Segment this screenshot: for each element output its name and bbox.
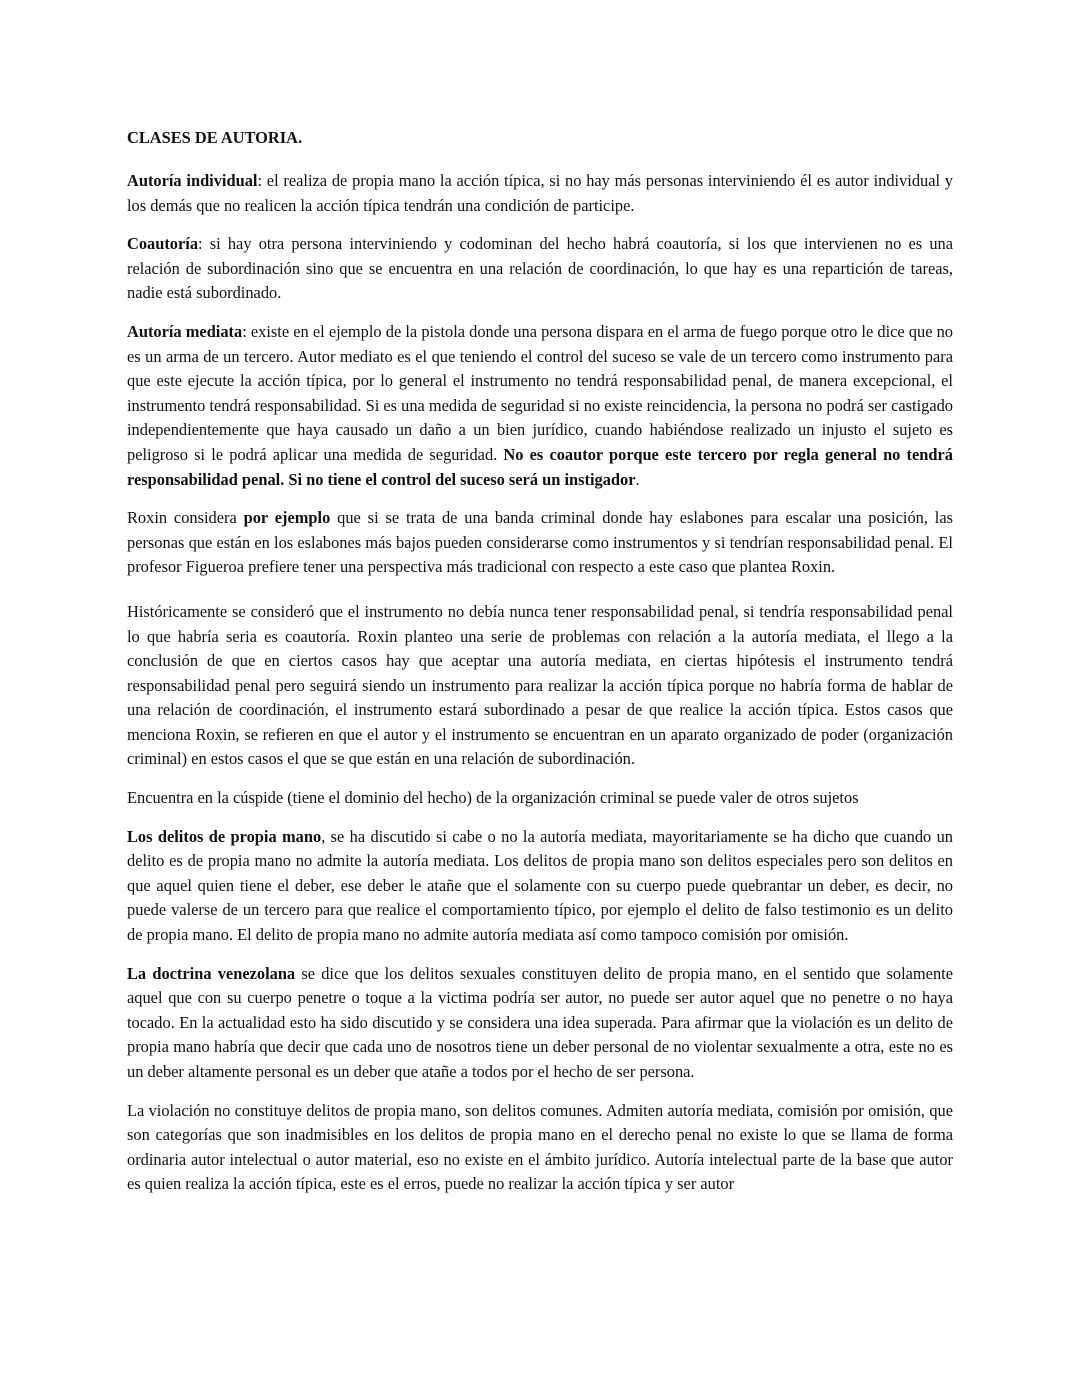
paragraph-text: La violación no constituye delitos de propia mano, son delitos comunes. Admiten autoría mediata, comisión por omisión, que son categorías que son inadmisibles en los delitos de propia mano en el derecho penal no existe lo que se llama de forma ordinaria autor intelectual o autor material, eso no existe en el ámbito jurídico. Autoría intelectual parte de la base que autor es quien realiza la acción típica, este es el erros, puede no realizar la acción típica y ser autor [127,1100,953,1194]
term-coautoria: Coautoría [127,234,199,254]
paragraph-text: que si se trata de una banda criminal donde hay eslabones para escalar una posición, las personas que están en los eslabones más bajos pueden considerarse como instrumentos y si tendrían responsabilidad penal. El profesor Figueroa prefiere tener una perspectiva más tradicional con respecto a este caso que plantea Roxin. [127,508,953,577]
paragraph-violacion [127,1099,953,1197]
paragraph-text: : el realiza de propia mano la acción típica, si no hay más personas interviniendo él es autor individual y los demás que no realicen la acción típica tendrán una condición de participe. [127,171,954,215]
paragraph-start: Roxin considera [127,508,244,528]
paragraph-historicamente [127,600,953,772]
term-doctrina-venezolana: La doctrina venezolana [127,963,296,983]
term-autoria-mediata: Autoría mediata [127,321,243,341]
paragraph-cuspide [127,786,953,811]
paragraph-roxin [127,506,953,580]
paragraph-text: , se ha discutido si cabe o no la autoría mediata, mayoritariamente se ha dicho que cuando un delito es de propia mano no admite la autoría mediata. Los delitos de propia mano son delitos especiales pero son delitos en que aquel quien tiene el deber, ese deber le atañe que el solamente con su cuerpo puede quebrantar un deber, es decir, no puede valerse de un tercero para que realice el comportamiento típico, por ejemplo el delito de falso testimonio es un delito de propia mano. El delito de propia mano no admite autoría mediata así como tampoco comisión por omisión. [127,826,953,945]
paragraph-autoria-individual [127,169,953,218]
paragraph-text: : existe en el ejemplo de la pistola donde una persona dispara en el arma de fuego porque otro le dice que no es un arma de un tercero. Autor mediato es el que teniendo el control del suceso se vale de un tercero como instrumento para que este ejecute la acción típica, por lo general el instrumento no tendrá responsabilidad penal, de manera excepcional, el instrumento tendrá responsabilidad. Si es una medida de seguridad si no existe reincidencia, la persona no podrá ser castigado independientemente que haya causado un daño a un bien jurídico, cuando habiéndose realizado un injusto el sujeto es peligroso si le podrá aplicar una medida de seguridad. [127,321,953,464]
term-autoria-individual: Autoría individual [127,171,258,190]
paragraph-text: Históricamente se consideró que el instrumento no debía nunca tener responsabilidad penal, si tendría responsabilidad penal lo que habría seria es coautoría. Roxin planteo una serie de problemas con relación a la autoría mediata, el llego a la conclusión de que en ciertos casos hay que aceptar una autoría mediata, en ciertas hipótesis el instrumento tendrá responsabilidad penal pero seguirá siendo un instrumento para realizar la acción típica porque no habría forma de hablar de una relación de coordinación, el instrumento estará subordinado a pesar de que realice la acción típica. Estos casos que menciona Roxin, se refieren en que el autor y el instrumento se encuentran en un aparato organizado de poder (organización criminal) en estos casos el que se que están en una relación de subordinación. [127,601,953,769]
document-title: CLASES DE AUTORIA. [127,128,303,147]
paragraph-autoria-mediata [127,320,953,492]
term-delitos-propia-mano: Los delitos de propia mano [127,826,322,846]
paragraph-delitos-propia-mano [127,825,953,948]
paragraph-text: se dice que los delitos sexuales constituyen delito de propia mano, en el sentido que solamente aquel que con su cuerpo penetre o toque a la victima podría ser autor, no puede ser autor aquel que no penetre o no haya tocado. En la actualidad esto ha sido discutido y se considera una idea superada. Para afirmar que la violación es un delito de propia mano habría que decir que cada uno de nosotros tiene un deber personal de no violentar sexualmente a otra, este no es un deber altamente personal es un deber que atañe a todos por el hecho de ser persona. [127,963,953,1081]
paragraph-coautoria [127,232,953,306]
bold-example: por ejemplo [243,508,331,528]
paragraph-text: Encuentra en la cúspide (tiene el dominio del hecho) de la organización criminal se puede valer de otros sujetos [127,788,859,808]
paragraph-end: . [635,469,640,489]
bold-conclusion: No es coautor porque este tercero por regla general no tendrá responsabilidad penal. Si no tiene el control del suceso será un instigador [127,444,953,489]
paragraph-text: : si hay otra persona interviniendo y codominan del hecho habrá coautoría, si los que intervienen no es una relación de subordinación sino que se encuentra en una relación de coordinación, lo que hay es una repartición de tareas, nadie está subordinado. [127,234,953,303]
document-page [127,126,953,1197]
paragraph-doctrina-venezolana [127,962,953,1085]
